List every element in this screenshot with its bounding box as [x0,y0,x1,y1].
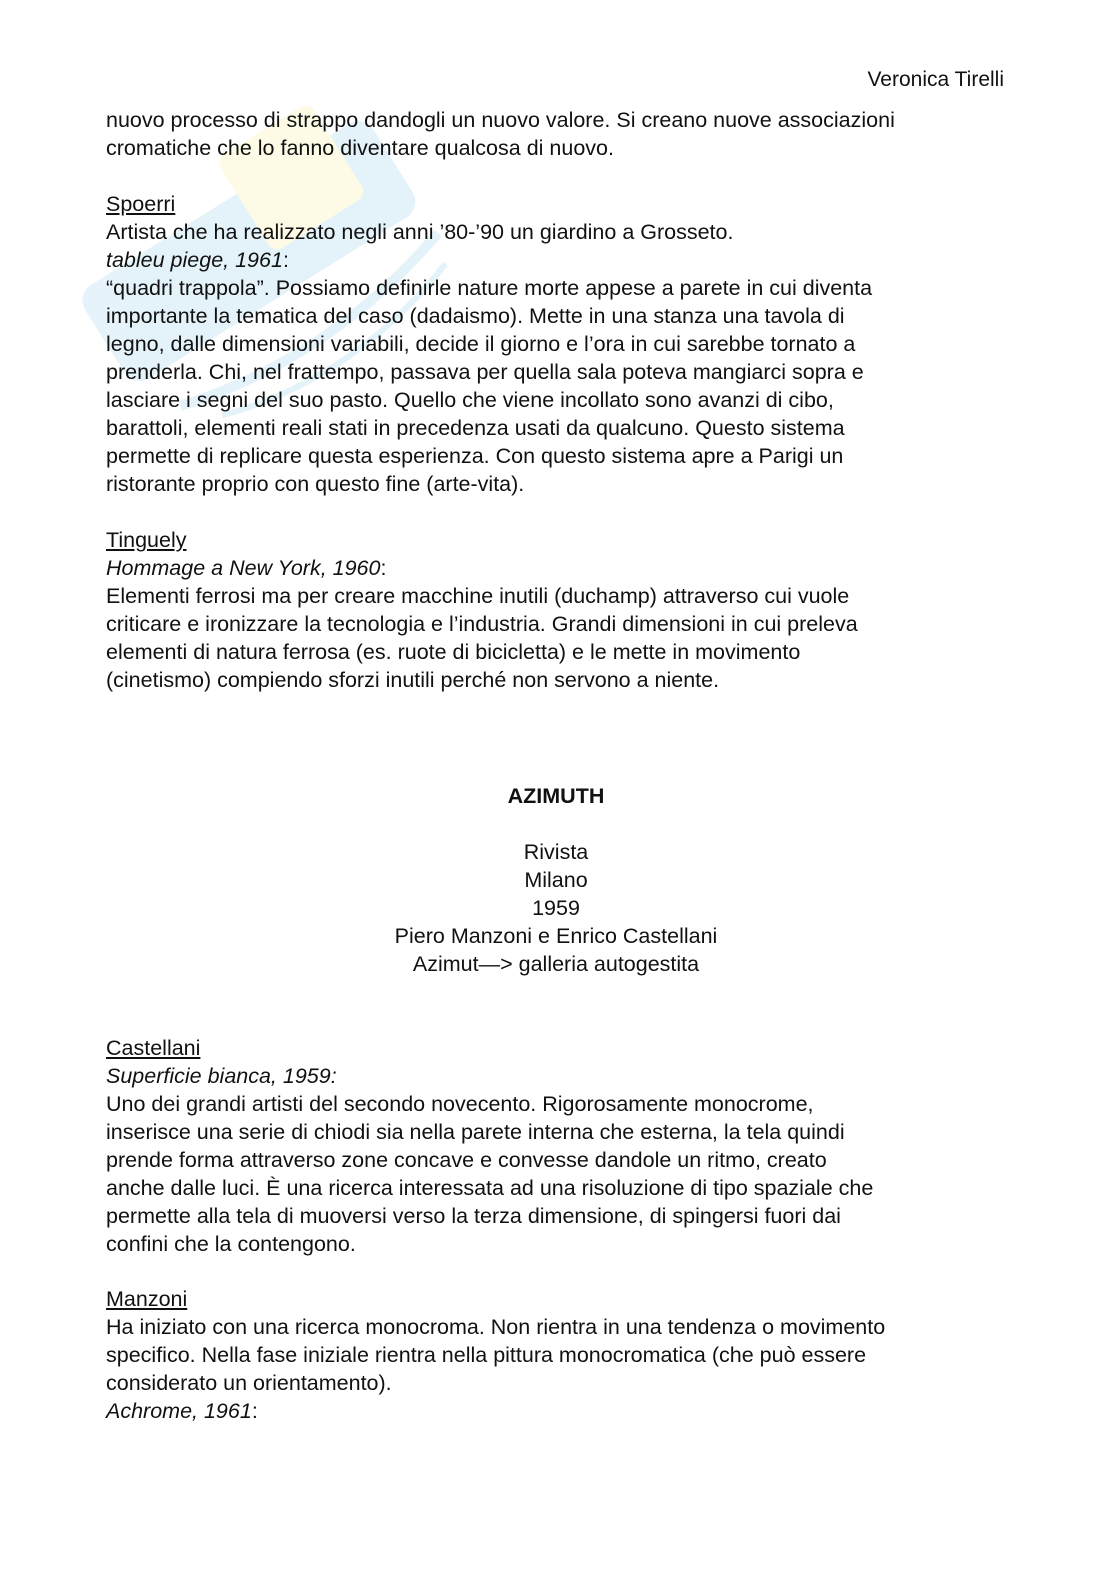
text-line: ristorante proprio con questo fine (arte-vita). [106,472,525,496]
artist-heading: Tinguely [106,528,187,552]
work-line [106,1397,1026,1425]
section-title: AZIMUTH [507,784,605,808]
work-suffix: : [251,1399,258,1423]
section-castellani [106,1034,1026,1258]
text-line: Elementi ferrosi ma per creare macchine inutili (duchamp) attraverso cui vuole [106,584,850,608]
text-line: anche dalle luci. È una ricerca interessata ad una risoluzione di tipo spaziale che [106,1176,874,1200]
text-line: (cinetismo) compiendo sforzi inutili perché non servono a niente. [106,668,720,692]
text-line: Uno dei grandi artisti del secondo novecento. Rigorosamente monocrome, [106,1092,814,1116]
work-title: Achrome, 1961 [106,1399,252,1423]
section-manzoni [106,1285,1026,1425]
text-line: permette di replicare questa esperienza. Con questo sistema apre a Parigi un [106,444,844,468]
text-line: inserisce una serie di chiodi sia nella parete interna che esterna, la tela quindi [106,1120,845,1144]
text-line: legno, dalle dimensioni variabili, decide il giorno e l’ora in cui sarebbe tornato a [106,332,856,356]
text-line: elementi di natura ferrosa (es. ruote di bicicletta) e le mette in movimento [106,640,801,664]
text-line: confini che la contengono. [106,1232,356,1256]
azimuth-info [106,838,1006,978]
text-line: specifico. Nella fase iniziale rientra nella pittura monocromatica (che può essere [106,1343,867,1367]
text-line: cromatiche che lo fanno diventare qualcosa di nuovo. [106,136,614,160]
info-line: Milano [524,868,588,892]
intro-paragraph [106,106,1026,162]
section-azimuth [106,782,1006,810]
text-line: prenderla. Chi, nel frattempo, passava per quella sala poteva mangiarci sopra e [106,360,864,384]
work-title: Hommage a New York, 1960 [106,556,381,580]
work-line [106,246,1026,274]
info-line: Azimut—> galleria autogestita [412,952,700,976]
text-line: permette alla tela di muoversi verso la terza dimensione, di spingersi fuori dai [106,1204,841,1228]
text-line: importante la tematica del caso (dadaismo). Mette in una stanza una tavola di [106,304,845,328]
text-line: Ha iniziato con una ricerca monocroma. Non rientra in una tendenza o movimento [106,1315,886,1339]
text-line: nuovo processo di strappo dandogli un nuovo valore. Si creano nuove associazioni [106,108,895,132]
info-line: Piero Manzoni e Enrico Castellani [394,924,718,948]
artist-heading: Castellani [106,1036,201,1060]
section-tinguely [106,526,1026,694]
section-spoerri [106,190,1026,498]
text-line: “quadri trappola”. Possiamo definirle nature morte appese a parete in cui diventa [106,276,873,300]
info-line: 1959 [532,896,580,920]
work-suffix: : [380,556,387,580]
info-line: Rivista [523,840,589,864]
header-author: Veronica Tirelli [867,68,1004,91]
artist-heading: Spoerri [106,192,176,216]
text-line: prende forma attraverso zone concave e convesse dandole un ritmo, creato [106,1148,827,1172]
work-suffix: : [282,248,289,272]
text-line: Artista che ha realizzato negli anni ’80-’90 un giardino a Grosseto. [106,220,734,244]
work-title: tableu piege, 1961 [106,248,283,272]
work-line [106,554,1026,582]
text-line: criticare e ironizzare la tecnologia e l’industria. Grandi dimensioni in cui preleva [106,612,858,636]
text-line: barattoli, elementi reali stati in precedenza usati da qualcuno. Questo sistema [106,416,845,440]
text-line: lasciare i segni del suo pasto. Quello che viene incollato sono avanzi di cibo, [106,388,834,412]
work-title: Superficie bianca, 1959: [106,1064,337,1088]
text-line: considerato un orientamento). [106,1371,392,1395]
artist-heading: Manzoni [106,1287,188,1311]
